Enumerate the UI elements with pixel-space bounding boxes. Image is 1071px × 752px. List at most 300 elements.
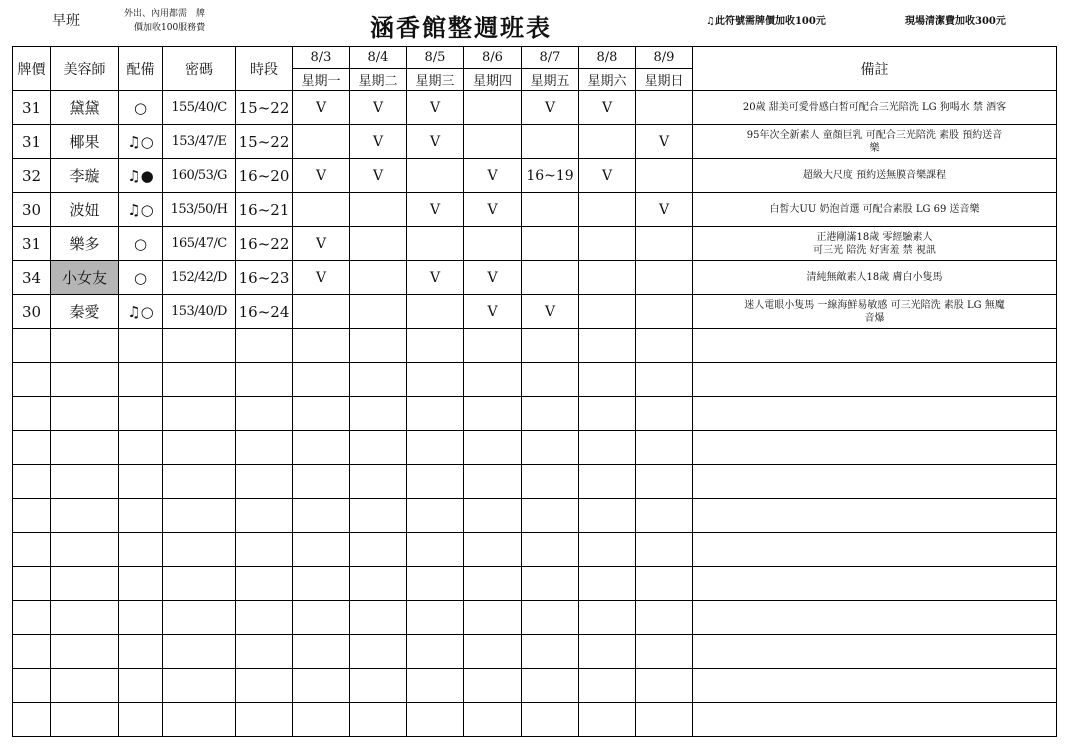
empty-cell (407, 499, 464, 533)
col-header-date: 8/4 (350, 47, 407, 69)
empty-cell (51, 533, 119, 567)
empty-cell (522, 703, 579, 737)
code-cell: 153/50/H (163, 193, 236, 227)
day-cell (522, 125, 579, 159)
day-cell: V (522, 295, 579, 329)
empty-cell (407, 465, 464, 499)
table-row (13, 227, 1057, 261)
empty-row (13, 397, 1057, 431)
empty-cell (407, 567, 464, 601)
empty-cell (163, 363, 236, 397)
empty-cell (13, 397, 51, 431)
day-cell: V (464, 159, 522, 193)
empty-cell (350, 635, 407, 669)
empty-row (13, 669, 1057, 703)
empty-cell (236, 669, 293, 703)
empty-cell (407, 703, 464, 737)
remarks-cell (693, 227, 1057, 261)
day-cell: V (407, 125, 464, 159)
day-cell (636, 227, 693, 261)
empty-cell (236, 329, 293, 363)
beautician-name: 李璇 (51, 159, 119, 193)
empty-cell (693, 499, 1057, 533)
empty-cell (579, 533, 636, 567)
empty-cell (13, 499, 51, 533)
empty-cell (163, 533, 236, 567)
empty-cell (636, 363, 693, 397)
equip-cell: ○ (119, 227, 163, 261)
price-cell: 31 (13, 227, 51, 261)
empty-cell (522, 465, 579, 499)
hours-cell: 15~22 (236, 91, 293, 125)
empty-cell (522, 363, 579, 397)
empty-cell (293, 363, 350, 397)
empty-row (13, 329, 1057, 363)
empty-cell (693, 465, 1057, 499)
day-cell (636, 159, 693, 193)
empty-cell (119, 703, 163, 737)
col-header-date: 8/7 (522, 47, 579, 69)
empty-cell (636, 465, 693, 499)
empty-cell (13, 363, 51, 397)
day-cell: V (636, 125, 693, 159)
empty-cell (13, 329, 51, 363)
day-cell (464, 227, 522, 261)
empty-cell (293, 669, 350, 703)
empty-row (13, 703, 1057, 737)
beautician-name: 秦愛 (51, 295, 119, 329)
empty-cell (350, 703, 407, 737)
empty-cell (293, 431, 350, 465)
empty-cell (163, 669, 236, 703)
empty-cell (636, 533, 693, 567)
remarks-line: 音爆 (864, 312, 885, 324)
empty-cell (236, 499, 293, 533)
empty-cell (579, 635, 636, 669)
empty-cell (293, 465, 350, 499)
empty-cell (119, 669, 163, 703)
empty-cell (522, 499, 579, 533)
empty-cell (693, 601, 1057, 635)
col-header-weekday: 星期五 (522, 69, 579, 91)
shift-label: 早班 (52, 13, 80, 29)
remarks-line: 清純無敵素人18歲 膚白小隻馬 (806, 272, 943, 283)
empty-cell (13, 601, 51, 635)
service-fee-note-line1: 外出、內用都需 牌 (124, 9, 206, 19)
empty-row (13, 533, 1057, 567)
equip-cell: ♫○ (119, 125, 163, 159)
day-cell: V (464, 295, 522, 329)
day-cell (636, 91, 693, 125)
col-header-weekday: 星期三 (407, 69, 464, 91)
day-cell (407, 159, 464, 193)
empty-cell (464, 533, 522, 567)
empty-cell (293, 499, 350, 533)
col-header-date: 8/6 (464, 47, 522, 69)
empty-cell (579, 431, 636, 465)
equip-cell: ○ (119, 91, 163, 125)
empty-cell (579, 601, 636, 635)
price-cell: 30 (13, 193, 51, 227)
empty-cell (464, 329, 522, 363)
empty-cell (693, 669, 1057, 703)
col-header-equip: 配備 (119, 47, 163, 91)
empty-cell (407, 669, 464, 703)
day-cell (407, 227, 464, 261)
empty-cell (636, 567, 693, 601)
empty-cell (51, 669, 119, 703)
empty-cell (407, 533, 464, 567)
day-cell: V (293, 227, 350, 261)
empty-cell (236, 363, 293, 397)
empty-cell (119, 397, 163, 431)
empty-cell (350, 601, 407, 635)
empty-cell (51, 431, 119, 465)
day-cell: V (350, 91, 407, 125)
empty-cell (51, 703, 119, 737)
remarks-line: 超級大尺度 預約送無膜音樂課程 (802, 170, 947, 181)
empty-cell (464, 635, 522, 669)
day-cell: V (636, 193, 693, 227)
empty-cell (163, 635, 236, 669)
day-cell (522, 193, 579, 227)
empty-cell (119, 533, 163, 567)
empty-cell (522, 431, 579, 465)
day-cell (579, 193, 636, 227)
empty-cell (522, 669, 579, 703)
empty-cell (693, 635, 1057, 669)
empty-cell (464, 669, 522, 703)
empty-row (13, 499, 1057, 533)
empty-cell (163, 465, 236, 499)
empty-cell (522, 601, 579, 635)
empty-row (13, 567, 1057, 601)
empty-cell (293, 397, 350, 431)
day-cell: V (407, 193, 464, 227)
empty-cell (693, 703, 1057, 737)
empty-cell (636, 635, 693, 669)
empty-cell (522, 567, 579, 601)
remarks-cell (693, 295, 1057, 329)
remarks-line: 白皙大UU 奶泡首選 可配合素股 LG 69 送音樂 (769, 204, 980, 215)
empty-cell (407, 397, 464, 431)
equip-cell: ♫● (119, 159, 163, 193)
day-cell (350, 227, 407, 261)
hours-cell: 15~22 (236, 125, 293, 159)
day-cell (579, 261, 636, 295)
empty-cell (350, 397, 407, 431)
code-cell: 153/40/D (163, 295, 236, 329)
hours-cell: 16~24 (236, 295, 293, 329)
empty-cell (407, 431, 464, 465)
day-cell: V (522, 91, 579, 125)
empty-cell (293, 703, 350, 737)
empty-cell (579, 499, 636, 533)
empty-rows (13, 329, 1057, 737)
empty-cell (579, 329, 636, 363)
day-cell: V (293, 261, 350, 295)
day-cell: V (464, 261, 522, 295)
beautician-name: 樂多 (51, 227, 119, 261)
beautician-name: 波妞 (51, 193, 119, 227)
price-cell: 34 (13, 261, 51, 295)
empty-cell (464, 397, 522, 431)
empty-row (13, 601, 1057, 635)
equip-cell: ♫○ (119, 193, 163, 227)
empty-cell (51, 363, 119, 397)
day-cell (579, 125, 636, 159)
hours-cell: 16~22 (236, 227, 293, 261)
empty-cell (163, 499, 236, 533)
col-header-price: 牌價 (13, 47, 51, 91)
empty-cell (293, 567, 350, 601)
col-header-weekday: 星期日 (636, 69, 693, 91)
cleaning-fee-note: 現場清潔費加收300元 (905, 16, 1006, 27)
empty-cell (350, 431, 407, 465)
empty-cell (407, 601, 464, 635)
empty-cell (13, 431, 51, 465)
day-cell: V (407, 91, 464, 125)
price-cell: 30 (13, 295, 51, 329)
empty-cell (119, 601, 163, 635)
empty-cell (464, 703, 522, 737)
empty-cell (693, 431, 1057, 465)
hours-cell: 16~20 (236, 159, 293, 193)
empty-cell (51, 397, 119, 431)
day-cell (522, 261, 579, 295)
table-row (13, 125, 1057, 159)
empty-cell (693, 363, 1057, 397)
empty-cell (13, 465, 51, 499)
empty-row (13, 635, 1057, 669)
empty-cell (350, 465, 407, 499)
empty-cell (51, 329, 119, 363)
empty-cell (522, 635, 579, 669)
empty-cell (51, 601, 119, 635)
remarks-line: 正港剛滿18歲 零經驗素人 (816, 231, 933, 243)
day-cell: V (579, 91, 636, 125)
day-cell (636, 261, 693, 295)
empty-cell (119, 499, 163, 533)
empty-cell (693, 567, 1057, 601)
beautician-name: 小女友 (51, 261, 119, 295)
empty-cell (350, 329, 407, 363)
day-cell (293, 193, 350, 227)
empty-cell (693, 533, 1057, 567)
empty-row (13, 431, 1057, 465)
col-header-weekday: 星期四 (464, 69, 522, 91)
empty-cell (579, 703, 636, 737)
remarks-line: 迷人電眼小隻馬 一線海鮮易敏感 可三光陪洗 素股 LG 無魔 (744, 299, 1005, 311)
empty-cell (407, 363, 464, 397)
table-row (13, 261, 1057, 295)
remarks-line: 95年次全新素人 童顏巨乳 可配合三光陪洗 素股 預約送音 (746, 129, 1003, 141)
empty-cell (163, 567, 236, 601)
remarks-cell (693, 125, 1057, 159)
day-cell: V (579, 159, 636, 193)
equip-cell: ♫○ (119, 295, 163, 329)
price-cell: 31 (13, 91, 51, 125)
day-cell (579, 295, 636, 329)
remarks-cell (693, 91, 1057, 125)
remarks-cell (693, 159, 1057, 193)
day-cell (522, 227, 579, 261)
code-cell: 160/53/G (163, 159, 236, 193)
empty-cell (522, 397, 579, 431)
col-header-date: 8/5 (407, 47, 464, 69)
empty-cell (579, 669, 636, 703)
beautician-name: 黛黛 (51, 91, 119, 125)
col-header-beautician: 美容師 (51, 47, 119, 91)
day-cell (350, 193, 407, 227)
empty-cell (636, 703, 693, 737)
empty-cell (350, 533, 407, 567)
empty-row (13, 363, 1057, 397)
empty-cell (236, 567, 293, 601)
sheet-header (0, 0, 1071, 46)
day-cell: 16~19 (522, 159, 579, 193)
empty-cell (636, 669, 693, 703)
empty-cell (350, 363, 407, 397)
hours-cell: 16~21 (236, 193, 293, 227)
empty-cell (13, 669, 51, 703)
day-cell (579, 227, 636, 261)
empty-cell (13, 703, 51, 737)
page-title: 涵香館整週班表 (370, 13, 552, 42)
day-cell: V (407, 261, 464, 295)
empty-cell (636, 431, 693, 465)
price-cell: 32 (13, 159, 51, 193)
code-cell: 165/47/C (163, 227, 236, 261)
day-cell (464, 91, 522, 125)
code-cell: 155/40/C (163, 91, 236, 125)
empty-cell (13, 567, 51, 601)
empty-cell (119, 363, 163, 397)
code-cell: 152/42/D (163, 261, 236, 295)
remarks-line: 20歲 甜美可愛骨感白皙可配合三光陪洗 LG 狗喝水 禁 酒客 (742, 102, 1007, 113)
empty-cell (464, 465, 522, 499)
empty-row (13, 465, 1057, 499)
empty-cell (579, 397, 636, 431)
col-header-date: 8/9 (636, 47, 693, 69)
empty-cell (464, 431, 522, 465)
empty-cell (13, 635, 51, 669)
day-cell (636, 295, 693, 329)
empty-cell (163, 397, 236, 431)
day-cell: V (464, 193, 522, 227)
empty-cell (236, 635, 293, 669)
empty-cell (693, 397, 1057, 431)
day-cell (350, 261, 407, 295)
table-row (13, 295, 1057, 329)
empty-cell (407, 329, 464, 363)
col-header-weekday: 星期六 (579, 69, 636, 91)
col-header-date: 8/3 (293, 47, 350, 69)
empty-cell (636, 499, 693, 533)
col-header-date: 8/8 (579, 47, 636, 69)
empty-cell (163, 703, 236, 737)
equip-cell: ○ (119, 261, 163, 295)
col-header-remarks: 備註 (693, 47, 1057, 91)
empty-cell (293, 635, 350, 669)
empty-cell (464, 601, 522, 635)
day-cell: V (350, 159, 407, 193)
empty-cell (522, 329, 579, 363)
empty-cell (51, 635, 119, 669)
remarks-line: 可三光 陪洗 好害羞 禁 視訊 (813, 244, 936, 256)
empty-cell (236, 601, 293, 635)
empty-cell (236, 397, 293, 431)
remarks-cell (693, 193, 1057, 227)
day-cell: V (293, 159, 350, 193)
day-cell (464, 125, 522, 159)
table-row (13, 91, 1057, 125)
remarks-line: 樂 (869, 142, 880, 154)
empty-cell (163, 329, 236, 363)
empty-cell (119, 465, 163, 499)
schedule-table (12, 46, 1057, 737)
empty-cell (293, 533, 350, 567)
empty-cell (119, 567, 163, 601)
table-row (13, 159, 1057, 193)
empty-cell (350, 567, 407, 601)
empty-cell (350, 669, 407, 703)
empty-cell (579, 567, 636, 601)
code-cell: 153/47/E (163, 125, 236, 159)
empty-cell (636, 397, 693, 431)
empty-cell (579, 465, 636, 499)
empty-cell (236, 533, 293, 567)
day-cell: V (350, 125, 407, 159)
day-cell (350, 295, 407, 329)
music-symbol-note: ♫此符號需牌價加收100元 (706, 16, 826, 27)
empty-cell (522, 533, 579, 567)
day-cell (293, 125, 350, 159)
empty-cell (119, 431, 163, 465)
empty-cell (464, 363, 522, 397)
empty-cell (293, 601, 350, 635)
beautician-name: 椰果 (51, 125, 119, 159)
empty-cell (407, 635, 464, 669)
empty-cell (636, 601, 693, 635)
empty-cell (51, 567, 119, 601)
col-header-code: 密碼 (163, 47, 236, 91)
empty-cell (51, 465, 119, 499)
empty-cell (236, 431, 293, 465)
remarks-cell (693, 261, 1057, 295)
empty-cell (693, 329, 1057, 363)
empty-cell (464, 567, 522, 601)
empty-cell (119, 329, 163, 363)
empty-cell (293, 329, 350, 363)
service-fee-note-line2: 價加收100服務費 (134, 23, 206, 33)
col-header-weekday: 星期一 (293, 69, 350, 91)
day-cell: V (293, 91, 350, 125)
table-row (13, 193, 1057, 227)
day-cell (293, 295, 350, 329)
col-header-weekday: 星期二 (350, 69, 407, 91)
day-cell (407, 295, 464, 329)
empty-cell (51, 499, 119, 533)
empty-cell (236, 465, 293, 499)
empty-cell (163, 601, 236, 635)
empty-cell (119, 635, 163, 669)
empty-cell (13, 533, 51, 567)
empty-cell (350, 499, 407, 533)
empty-cell (579, 363, 636, 397)
empty-cell (636, 329, 693, 363)
col-header-hours: 時段 (236, 47, 293, 91)
